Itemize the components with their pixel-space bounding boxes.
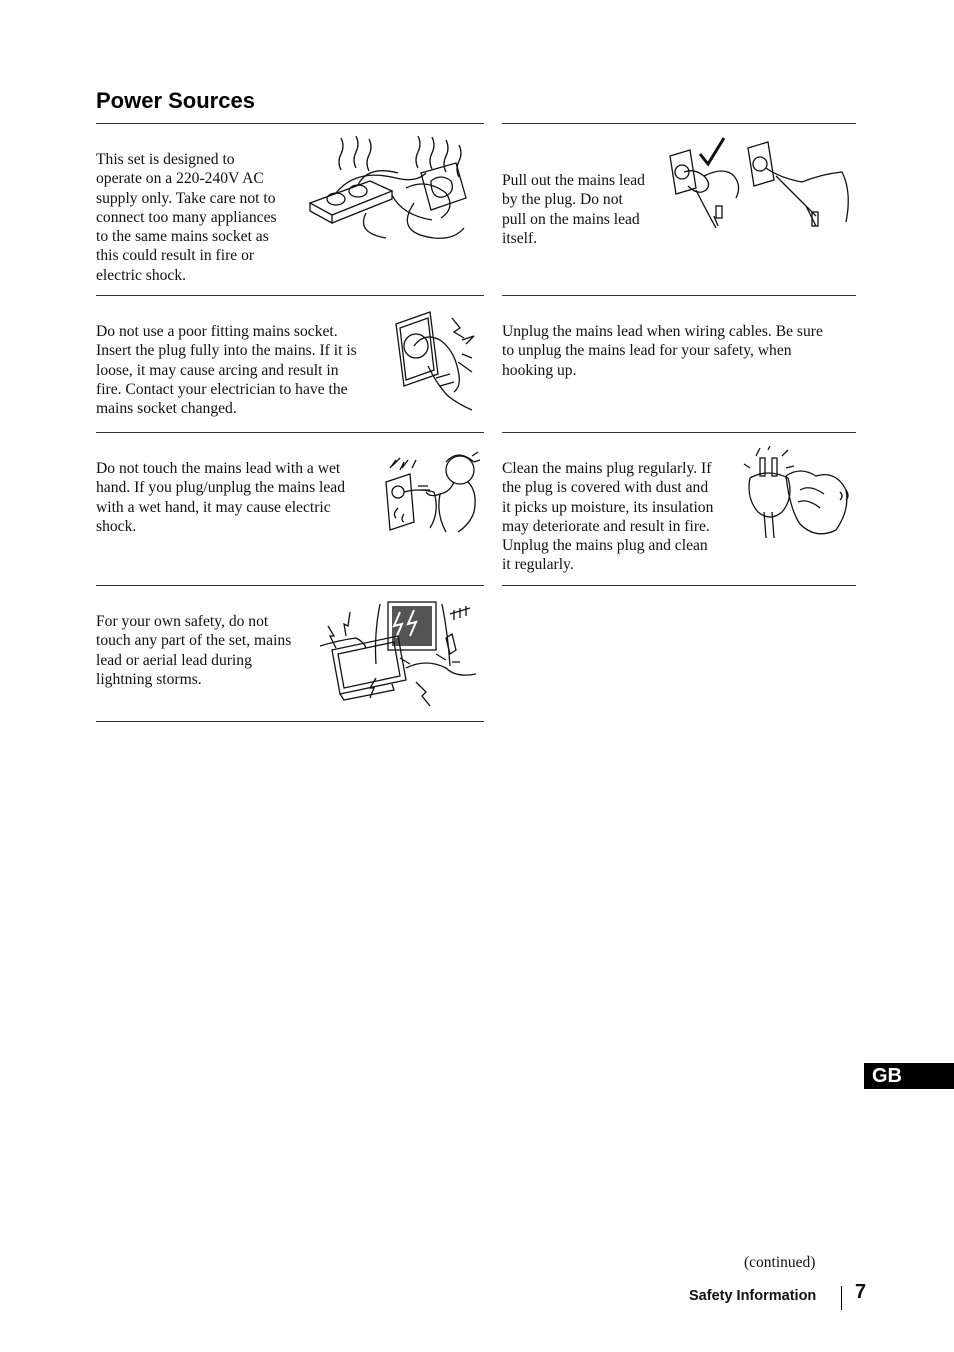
- rule-row1-right: [502, 295, 856, 296]
- clean-plug-illustration: [742, 446, 852, 544]
- footer-divider: [841, 1286, 842, 1310]
- overload-text: This set is designed to operate on a 220-240V AC supply only. Take care not to connect too many appliances to the same mains socket as this could result in fire or electric shock.: [96, 151, 277, 284]
- loose-socket-illustration: [392, 306, 478, 416]
- language-tab: GB: [864, 1063, 954, 1089]
- overloaded-socket-illustration: [306, 133, 476, 248]
- clean-plug-text: Clean the mains plug regularly. If the plug is covered with dust and it picks up moisture, its insulation may deteriorate and result in fire. Unplug the mains plug and clean it regularly.: [502, 460, 714, 574]
- lightning-text: For your own safety, do not touch any part of the set, mains lead or aerial lead during lightning storms.: [96, 613, 292, 688]
- rule-top-right: [502, 123, 856, 124]
- rule-row2-left: [96, 432, 484, 433]
- pull-plug-illustration: [666, 136, 852, 236]
- rule-top-left: [96, 123, 484, 124]
- rule-row3-right: [502, 585, 856, 586]
- wet-hand-illustration: [384, 448, 480, 540]
- page-title: Power Sources: [96, 88, 255, 113]
- rule-row2-right: [502, 432, 856, 433]
- rule-row3-left: [96, 585, 484, 586]
- page-number: 7: [855, 1281, 867, 1303]
- poor-socket-text: Do not use a poor fitting mains socket. Insert the plug fully into the mains. If it is loose, it may cause arcing and result in fire. Contact your electrician to have the mains socket changed.: [96, 323, 357, 418]
- continued-label: (continued): [744, 1254, 816, 1271]
- footer-section-title: Safety Information: [689, 1288, 817, 1304]
- wiring-text: Unplug the mains lead when wiring cables. Be sure to unplug the mains lead for your safety, when hooking up.: [502, 323, 823, 379]
- lightning-tv-illustration: [316, 598, 476, 710]
- rule-row4-left: [96, 721, 484, 722]
- rule-row1-left: [96, 295, 484, 296]
- wet-hand-text: Do not touch the mains lead with a wet hand. If you plug/unplug the mains lead with a wet hand, it may cause electric shock.: [96, 460, 346, 535]
- check-mark-icon: [700, 138, 724, 164]
- pull-plug-text: Pull out the mains lead by the plug. Do not pull on the mains lead itself.: [502, 172, 645, 247]
